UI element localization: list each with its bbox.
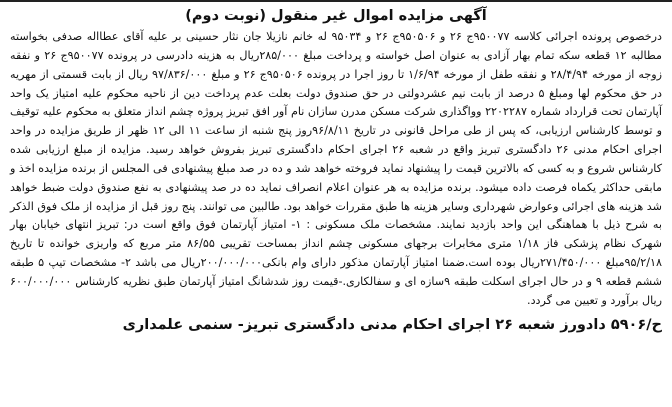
notice-title: آگهی مزایده اموال غیر منقول (نوبت دوم) xyxy=(185,8,487,24)
notice-body: درخصوص پرونده اجرائی کلاسه ۹۵۰۰۷۷ج ۲۶ و ۹۵۰۵۰۶ج ۲۶ و ۹۵۰۳۴ له خانم نازیلا جان نثار حسینی بر علیه آقای عطااله صدفی بخواسته مطالبه ۱۲ قطعه سکه تمام بهار آزادی به عنوان اصل خواسته و پرداخت مبلغ ۲۸۵/۰۰۰ریال به هزینه دادرسی در پرونده ۹۵۰۰۷۷ج ۲۶ و نفقه زوجه از مورخه ۲۸/۴/۹۴ و نفقه طفل از مورخه ۱/۶/۹۴ تا روز اجرا در پرونده ۹۵۰۵۰۶ج ۲۶ و مبلغ ۹۷/۸۳۶/۰۰۰ ریال از بابت قسمتی از مهریه در حق محکوم لها ومبلغ ۵ درصد از بابت نیم عشردولتی در حق صندوق دولت بعلت عدم پرداخت دین از ناحیه محکوم علیه امتیاز یک واحد آپارتمان تحت قرارداد شماره ۲۲۰۲۲۸۷ وواگذاری شرکت مسکن مدرن سازان نام آور افق تبریز پروژه چشم انداز متعلق به محکوم علیه توقیف و توسط کارشناس ارزیابی، که پس از طی مراحل قانونی در تاریخ ۹۶/۸/۱۱روز پنج شنبه از ساعت ۱۱ الی ۱۲ ظهر از طریق مزایده در واحد اجرای احکام مدنی ۲۶ دادگستری تبریز واقع در شعبه ۲۶ اجرای احکام دادگستری تبریز بفروش خواهد رسید. مزایده از مبلغ ارزیابی شده کارشناس شروع و به کسی که بالاترین قیمت را پیشنهاد نماید فروخته خواهد شد و ده در صد مبلغ پیشنهادی فی المجلس از برنده مزایده اخذ و مابقی حداکثر یکماه فرصت داده میشود. برنده مزایده به هر عنوان اعلام انصراف نماید ده در صد پیشنهادی به نفع صندوق دولت ضبط خواهد شد هزینه های اجرائی وعوارض شهرداری وسایر هزینه ها طبق مقررات خواهد بود. طالبین می توانند. پنج روز قبل از مزایده از ملک فوق الذکر به شرح ذیل با هماهنگی این واحد بازدید نمایند. مشخصات ملک مسکونی : ۱- امتیاز آپارتمان فوق واقع است در: تبریز انتهای خیابان بهار شهرک نظام پزشکی فاز ۱/۱۸ متری مخابرات برجهای مسکونی چشم انداز بمساحت تقریبی ۸۶/۵۵ متر مربع که واریزی خوانده تا تاریخ ۹۵/۲/۱۸مبلغ ۲۷۱/۴۵۰/۰۰۰ریال بوده است.ضمنا امتیاز آپارتمان مذکور دارای وام بانکی۲۰۰/۰۰۰/۰۰۰ریال می باشد ۲- مشخصات تیپ ۵ طبقه ششم قطعه ۹ و در حال اجرای اسکلت طبقه ۹سازه ای و سفالکاری.-قیمت روز شدشانگ امتیاز آپارتمان طبق نظریه کارشناس ۶۰۰/۰۰۰/۰۰۰ ریال برآورد و تعیین می گردد. xyxy=(10,30,663,307)
notice-signature: ح/۵۹۰۶ دادورز شعبه ۲۶ اجرای احکام مدنی دادگستری تبریز- سنمی علمداری xyxy=(122,316,662,333)
top-border-rule xyxy=(0,0,672,2)
